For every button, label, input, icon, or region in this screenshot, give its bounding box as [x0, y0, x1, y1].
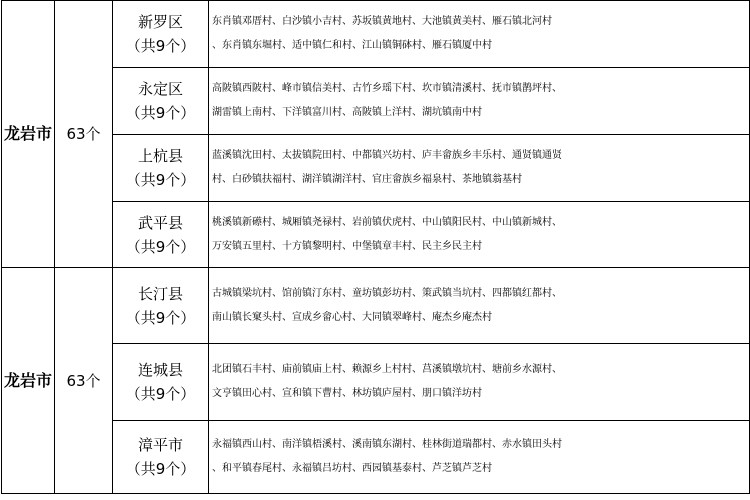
villages-cell — [209, 68, 750, 135]
villages-cell — [209, 202, 750, 268]
villages-line: 北团镇石丰村、庙前镇庙上村、赖源乡上村村、莒溪镇墩坑村、塘前乡水源村、 — [212, 364, 562, 375]
villages-line: 东肖镇邓厝村、白沙镇小吉村、苏坂镇黄地村、大池镇黄美村、雁石镇北河村 — [212, 16, 552, 27]
villages-line: 蓝溪镇沈田村、太拔镇院田村、中都镇兴坊村、庐丰畲族乡丰乐村、通贤镇通贤 — [212, 150, 562, 161]
district-cell — [113, 1, 209, 68]
villages-cell — [209, 421, 750, 494]
district-name: 漳平市 — [137, 436, 183, 454]
villages-line: 万安镇五里村、十方镇黎明村、中堡镇章丰村、民主乡民主村 — [212, 240, 482, 252]
district-count: （共9个） — [125, 171, 196, 189]
district-name: 武平县 — [137, 213, 183, 232]
villages-line: 古城镇梁坑村、馆前镇汀东村、童坊镇彭坊村、策武镇当坑村、四都镇红都村、 — [212, 287, 562, 299]
villages-cell — [209, 135, 750, 202]
villages-line: 、和平镇春尾村、永福镇吕坊村、西园镇基泰村、芦芝镇芦芝村 — [212, 463, 492, 474]
district-cell — [113, 268, 209, 344]
villages-cell — [209, 1, 750, 68]
count-cell: 63个 — [55, 1, 113, 268]
villages-line: 永福镇西山村、南洋镇梧溪村、溪南镇东湖村、桂林街道瑞都村、赤水镇田头村 — [212, 439, 562, 450]
villages-line: 文亨镇田心村、宣和镇下曹村、林坊镇庐屋村、朋口镇洋坊村 — [212, 388, 482, 399]
table-row — [2, 268, 750, 344]
district-cell — [113, 202, 209, 268]
district-count: （共9个） — [125, 37, 196, 55]
villages-line: 桃溪镇新礤村、城厢镇尧禄村、岩前镇伏虎村、中山镇阳民村、中山镇新城村、 — [212, 216, 562, 228]
district-name: 上杭县 — [137, 147, 183, 165]
district-count: （共9个） — [125, 460, 196, 478]
district-count: （共9个） — [125, 104, 196, 122]
table-row — [2, 344, 750, 421]
city-cell: 龙岩市 — [2, 1, 55, 268]
table-row — [2, 421, 750, 494]
district-count: （共9个） — [125, 237, 196, 256]
table-row — [2, 202, 750, 268]
table-row — [2, 68, 750, 135]
district-cell — [113, 421, 209, 494]
village-table — [1, 0, 750, 494]
district-count: （共9个） — [125, 385, 196, 403]
villages-line: 、东肖镇东堀村、适中镇仁和村、江山镇铜砵村、雁石镇厦中村 — [212, 40, 492, 51]
district-count: （共9个） — [125, 308, 196, 327]
villages-cell — [209, 268, 750, 344]
district-cell — [113, 344, 209, 421]
city-cell: 龙岩市 — [2, 268, 55, 494]
district-cell — [113, 135, 209, 202]
district-name: 新罗区 — [137, 13, 183, 31]
villages-line: 湖雷镇上南村、下洋镇富川村、高陂镇上洋村、湖坑镇南中村 — [212, 107, 482, 118]
table-row — [2, 1, 750, 68]
count-cell: 63个 — [55, 268, 113, 494]
villages-line: 南山镇长窠头村、宣成乡畲心村、大同镇翠峰村、庵杰乡庵杰村 — [212, 311, 492, 323]
villages-line: 村、白砂镇扶福村、湖洋镇湖洋村、官庄畲族乡福泉村、茶地镇翁基村 — [212, 174, 522, 185]
district-name: 连城县 — [137, 361, 183, 379]
table-row — [2, 135, 750, 202]
villages-cell — [209, 344, 750, 421]
district-name: 长汀县 — [137, 284, 183, 303]
villages-line: 高陂镇西陂村、峰市镇信美村、古竹乡瑶下村、坎市镇清溪村、抚市镇鹊坪村、 — [212, 83, 562, 94]
district-name: 永定区 — [137, 80, 183, 98]
district-cell — [113, 68, 209, 135]
